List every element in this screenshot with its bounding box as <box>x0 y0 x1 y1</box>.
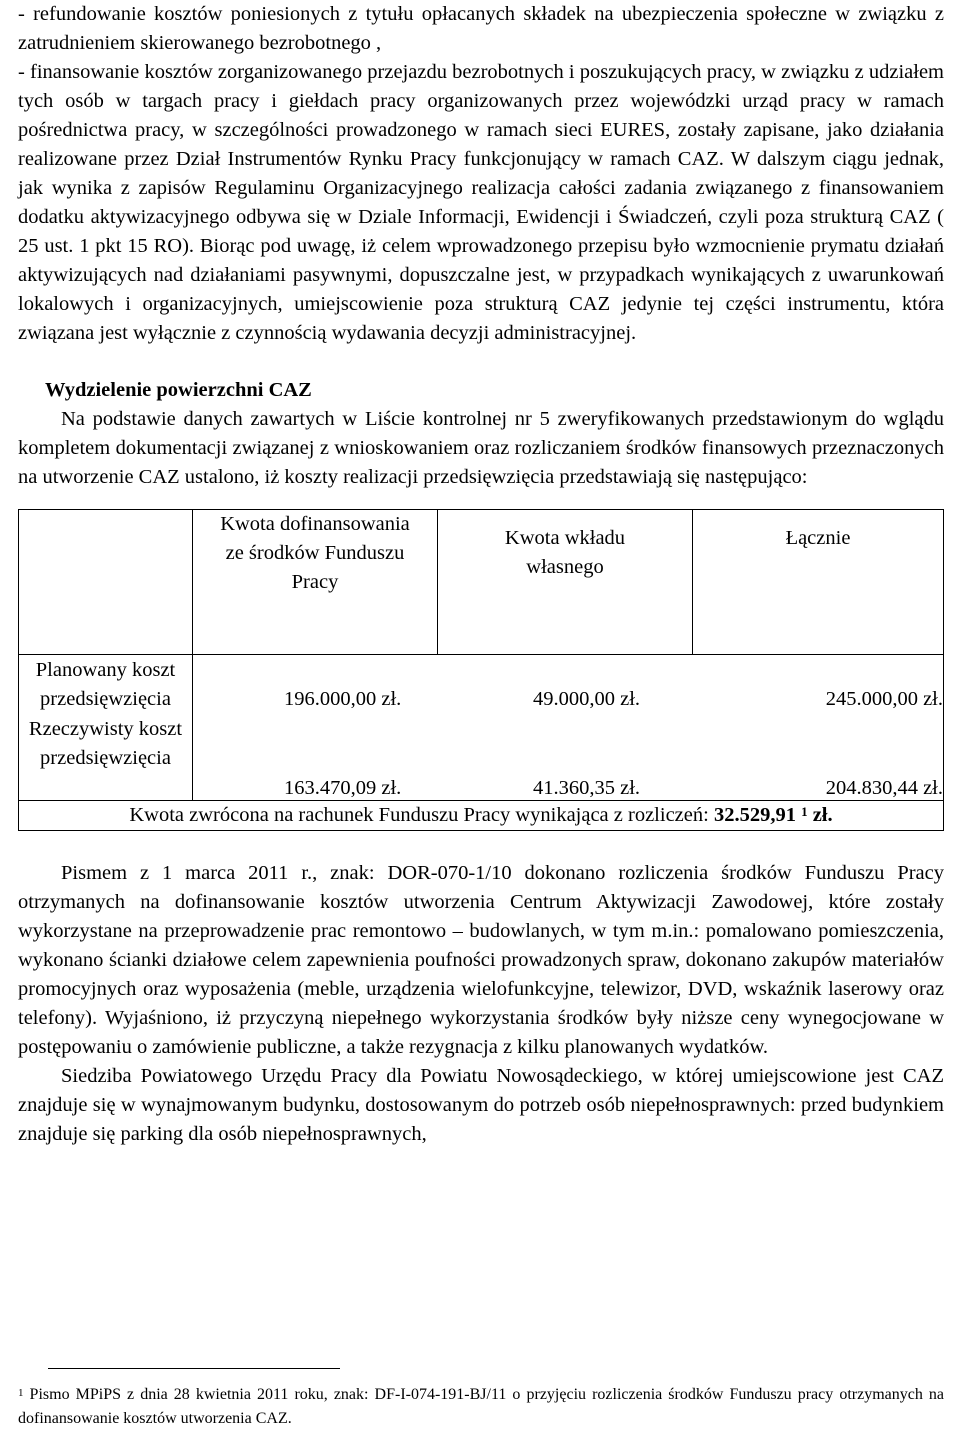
section-paragraph: Na podstawie danych zawartych w Liście kontrolnej nr 5 zweryfikowanych przedstawionym do wglądu kompletem dokumentacji związanej z wnioskowaniem oraz rozliczaniem środków finansowych przeznaczonych na utworzenie CAZ ustalono, iż koszty realizacji przedsięwzięcia przedstawiają się następująco: <box>18 408 944 488</box>
total-label: Kwota zwrócona na rachunek Funduszu Pracy wynikająca z rozliczeń: <box>129 804 714 826</box>
planned-total-value: 245.000,00 zł. <box>825 688 943 710</box>
intro-paragraph-2: - finansowanie kosztów zorganizowanego przejazdu bezrobotnych i poszukujących pracy, w związku z udziałem tych osób w targach pracy i giełdach pracy organizowanych przez wojewódzki urząd pracy w ramach pośrednictwa pracy, w szczególności prowadzonego w ramach sieci EURES, zostały zapisane, jako działania realizowane przez Dział Instrumentów Rynku Pracy funkcjonujący w ramach CAZ. W dalszym ciągu jednak, jak wynika z zapisów Regulaminu Organizacyjnego realizacja całości zadania związanego z finansowaniem dodatku aktywizacyjnego odbywa się w Dziale Informacji, Ewidencji i Świadczeń, czyli poza strukturą CAZ ( 25 ust. 1 pkt 15 RO). Biorąc pod uwagę, iż celem wprowadzonego przepisu było wzmocnienie prymatu działań aktywizujących nad działaniami pasywnymi, dopuszczalne jest, w przypadkach wynikających z uwarunkowań lokalowych i organizacyjnych, umiejscowienie poza strukturą CAZ jedynie tej części instrumentu, która związana jest wyłącznie z czynnością wydawania decyzji administracyjnej. <box>18 61 944 344</box>
cost-table <box>18 509 944 831</box>
table-total-row <box>19 801 944 831</box>
total-amount <box>714 804 833 826</box>
document-page <box>18 0 944 1149</box>
actual-total-value: 204.830,44 zł. <box>825 777 943 799</box>
footnote-mark: 1 <box>18 1387 24 1399</box>
body-paragraph-1: Pismem z 1 marca 2011 r., znak: DOR-070-1/10 dokonano rozliczenia środków Funduszu Pracy otrzymanych na dofinansowanie kosztów utworzenia Centrum Aktywizacji Zawodowej, które zostały wykorzystane na przeprowadzenie prac remontowo – budowlanych, w tym m.in.: pomalowano pomieszczenia, wykonano ścianki działowe celem zapewnienia poufności prowadzonych spraw, dokonano zakupów materiałów promocyjnych oraz wyposażenia (meble, urządzenia wielofunkcyjne, telewizor, DVD, wskaźnik laserowy oraz telefony). Wyjaśniono, iż przyczyną niepełnego wykorzystania środków były niższe ceny wynegocjowane w postępowaniu o zamówienie publiczne, a także rezygnacja z kilku planowanych wydatków. <box>18 862 944 1058</box>
total-unit: zł. <box>807 804 833 826</box>
intro-paragraph-1: - refundowanie kosztów poniesionych z tytułu opłacanych składek na ubezpieczenia społeczne w związku z zatrudnieniem skierowanego bezrobotnego , <box>18 3 944 54</box>
actual-own-value: 41.360,35 zł. <box>533 777 641 799</box>
header-own-contribution-label: Kwota wkładu własnego <box>504 527 626 578</box>
table-row <box>19 655 944 801</box>
header-fp-funding <box>193 510 438 655</box>
planned-fp-value: 196.000,00 zł. <box>284 688 402 710</box>
header-total <box>693 510 944 655</box>
footnote-separator <box>48 1368 340 1369</box>
total-cell <box>19 801 944 831</box>
footnote-text: Pismo MPiPS z dnia 28 kwietnia 2011 roku, znak: DF-I-074-191-BJ/11 o przyjęciu rozliczenia środków Funduszu pracy otrzymanych na dofinansowanie kosztów utworzenia CAZ. <box>18 1386 944 1427</box>
body-paragraph-2: Siedziba Powiatowego Urzędu Pracy dla Powiatu Nowosądeckiego, w której umiejscowione jest CAZ znajduje się w wynajmowanym budynku, dostosowanym do potrzeb osób niepełnosprawnych: przed budynkiem znajduje się parking dla osób niepełnosprawnych, <box>18 1065 944 1145</box>
row-label-actual: Rzeczywisty koszt przedsięwzięcia <box>28 718 183 769</box>
actual-fp-value: 163.470,09 zł. <box>284 777 402 799</box>
footnote-ref: 1 <box>801 804 808 819</box>
section-heading: Wydzielenie powierzchni CAZ <box>45 379 312 401</box>
total-value: 32.529,91 <box>713 804 796 826</box>
table-corner-cell <box>19 510 193 655</box>
planned-own-value: 49.000,00 zł. <box>533 688 641 710</box>
header-fp-funding-label: Kwota dofinansowania ze środków Funduszu Pracy <box>220 513 410 593</box>
row-label-planned: Planowany koszt przedsięwzięcia <box>35 659 176 710</box>
footnote <box>18 1383 944 1431</box>
table-header-row <box>19 510 944 655</box>
header-own-contribution <box>438 510 693 655</box>
values-cell <box>193 655 944 801</box>
row-label-cell <box>19 655 193 801</box>
header-total-label: Łącznie <box>785 527 851 549</box>
